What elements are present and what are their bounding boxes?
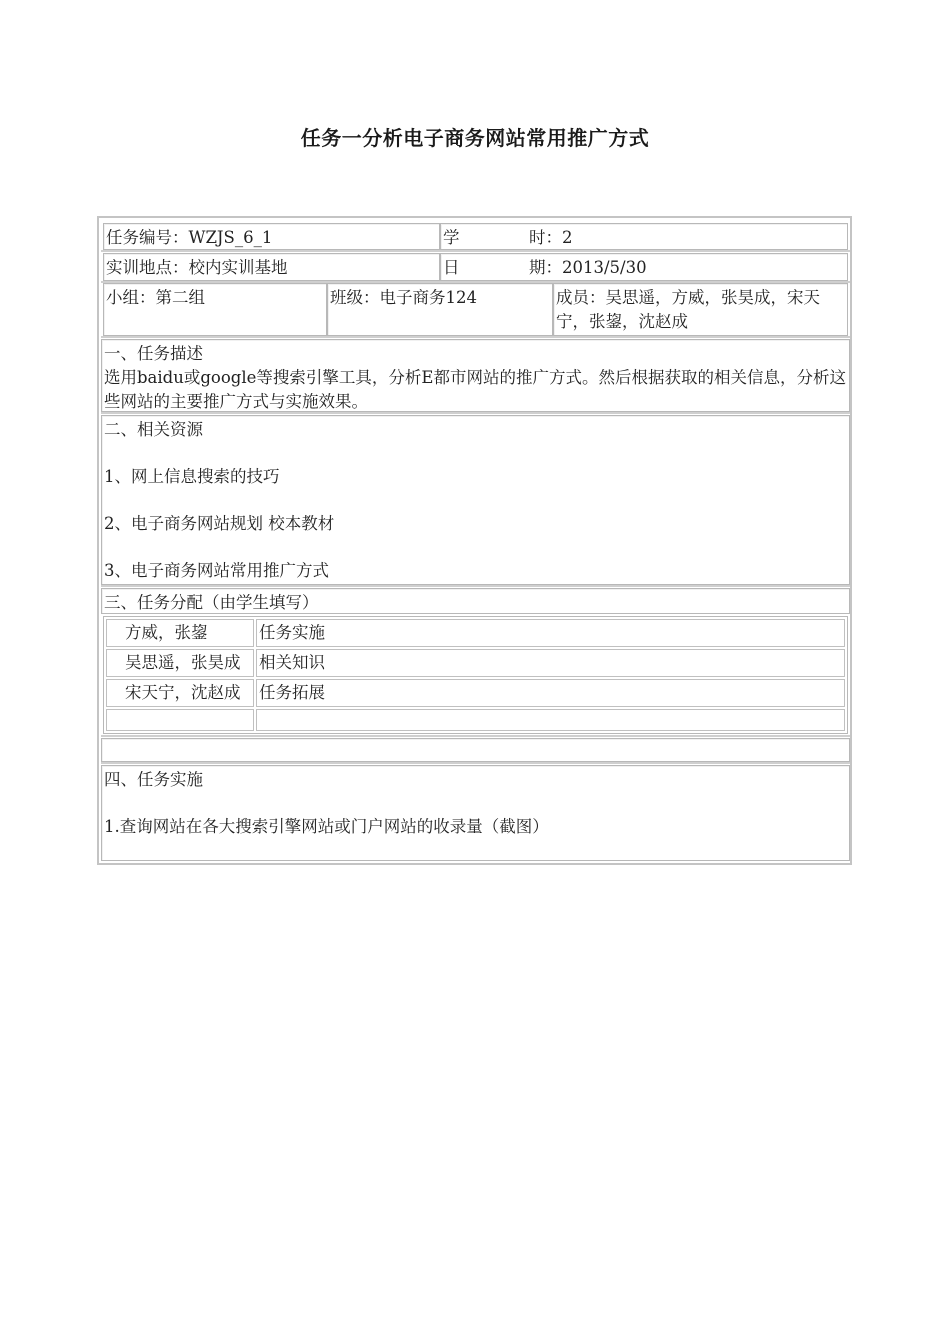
task-assignment-heading-cell	[101, 588, 850, 614]
assignment-task-cell	[256, 679, 845, 707]
resource-item: 3、电子商务网站常用推广方式	[104, 561, 329, 580]
class-hours-label: 学	[443, 228, 460, 247]
date-value: 期：2013/5/30	[529, 258, 647, 277]
assignment-names: 方威，张鋆	[125, 623, 208, 642]
assignment-task: 任务拓展	[259, 683, 325, 702]
task-number-cell	[103, 223, 440, 250]
training-location-cell	[103, 253, 440, 281]
document-title: 任务一分析电子商务网站常用推广方式	[300, 126, 650, 150]
assignment-names: 宋天宁，沈赵成	[125, 683, 241, 702]
group-text: 小组：第二组	[106, 288, 205, 307]
empty-row	[101, 738, 850, 762]
resource-item: 2、电子商务网站规划 校本教材	[104, 514, 335, 533]
implementation-step: 1.查询网站在各大搜索引擎网站或门户网站的收录量（截图）	[104, 817, 549, 836]
assignment-names-cell	[106, 679, 254, 707]
task-implementation-heading: 四、任务实施	[104, 770, 203, 789]
task-description-section	[101, 339, 850, 412]
related-resources-heading: 二、相关资源	[104, 420, 203, 439]
assignment-names: 吴思遥，张昊成	[125, 653, 241, 672]
assignment-names-cell	[106, 709, 254, 731]
resource-item: 1、网上信息搜索的技巧	[104, 467, 280, 486]
assignment-names-cell	[106, 649, 254, 677]
date-cell	[440, 253, 848, 281]
assignment-names-cell	[106, 619, 254, 647]
task-form-table	[97, 216, 852, 865]
task-implementation-section	[101, 765, 850, 861]
training-location-text: 实训地点：校内实训基地	[106, 258, 288, 277]
assignment-task-cell	[256, 619, 845, 647]
task-description-heading: 一、任务描述	[104, 344, 203, 363]
class-text: 班级：电子商务124	[330, 288, 477, 307]
task-number-text: 任务编号：WZJS_6_1	[106, 228, 273, 247]
related-resources-section	[101, 415, 850, 585]
assignment-task: 相关知识	[259, 653, 325, 672]
members-cell	[553, 283, 848, 336]
class-hours-cell	[440, 223, 848, 250]
group-cell	[103, 283, 327, 336]
members-text: 成员：吴思遥，方威，张昊成，宋天宁，张鋆，沈赵成	[556, 288, 820, 331]
task-assignment-table	[103, 616, 848, 734]
class-cell	[327, 283, 553, 336]
date-label: 日	[443, 258, 460, 277]
assignment-task-cell	[256, 709, 845, 731]
task-assignment-heading: 三、任务分配（由学生填写）	[104, 593, 319, 612]
task-description-body: 选用baidu或google等搜索引擎工具，分析E都市网站的推广方式。然后根据获取的相关信息，分析这些网站的主要推广方式与实施效果。	[104, 368, 846, 411]
class-hours-value: 时：2	[529, 228, 573, 247]
assignment-task: 任务实施	[259, 623, 325, 642]
assignment-task-cell	[256, 649, 845, 677]
